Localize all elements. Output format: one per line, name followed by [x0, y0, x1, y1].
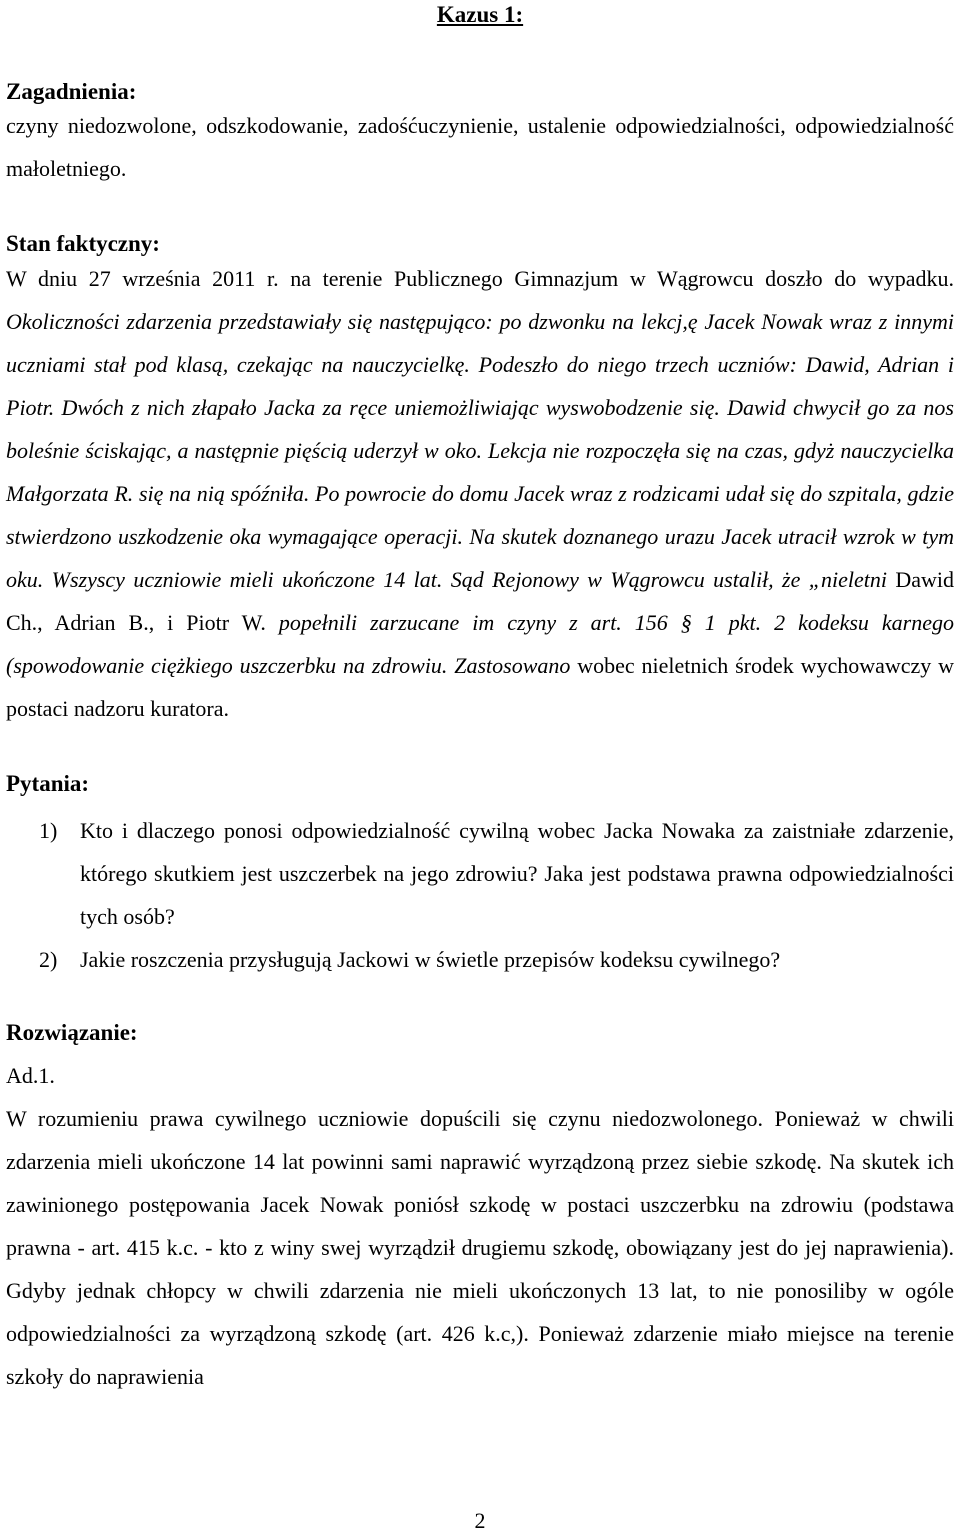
document-page: [6, 0, 954, 1398]
question-number: 2): [39, 947, 58, 972]
questions-heading: Pytania:: [6, 771, 90, 796]
facts-heading: Stan faktyczny:: [6, 231, 160, 256]
facts-paragraph: [6, 257, 954, 730]
facts-body-normal-2: wobec nieletnich środek wychowawczy w postaci nadzoru kuratora.: [6, 653, 955, 721]
facts-body-italic-2: popełnili zarzucane im czyny z art. 156 § 1 pkt. 2 kodeksu karnego (spowodowanie ciężkiego uszczerbku na zdrowiu. Zastosowano: [6, 610, 954, 678]
question-number: 1): [39, 818, 58, 843]
facts-body-italic: Okoliczności zdarzenia przedstawiały się następująco: po dzwonku na lekcj,ę Jacek Nowak wraz z innymi uczniami stał pod klasą, czekając na nauczycielkę. Podeszło do niego trzech uczniów: Dawid, Adrian i Piotr. Dwóch z nich złapało Jacka za ręce uniemożliwiając wyswobodzenie się. Dawid chwycił go za nos boleśnie ściskając, a następnie pięścią uderzył w oko. Lekcja nie rozpoczęła się na czas, gdyż nauczycielka Małgorzata R. się na nią spóźniła. Po powrocie do domu Jacek wraz z rodzicami udał się do szpitala, gdzie stwierdzono uszkodzenie oka wymagające operacji. Na skutek doznanego urazu Jacek utracił wzrok w tym oku. Wszyscy uczniowie mieli ukończone 14 lat. Sąd Rejonowy w Wągrowcu ustalił, że „nieletni: [6, 309, 954, 592]
solution-heading: Rozwiązanie:: [6, 1020, 138, 1045]
facts-body-normal-1: Dawid Ch., Adrian B., i Piotr W.: [6, 567, 954, 635]
questions-list: [6, 809, 954, 981]
question-text: Jakie roszczenia przysługują Jackowi w świetle przepisów kodeksu cywilnego?: [80, 947, 781, 972]
topics-text: czyny niedozwolone, odszkodowanie, zadośćuczynienie, ustalenie odpowiedzialności, odpowiedzialność małoletniego.: [6, 113, 954, 181]
case-title: Kazus 1:: [436, 2, 524, 27]
topics-heading: Zagadnienia:: [6, 79, 137, 104]
solution-subheading: Ad.1.: [6, 1063, 55, 1088]
page-number: 2: [474, 1508, 486, 1533]
question-item: [6, 938, 954, 981]
question-item: [6, 809, 954, 938]
question-text: Kto i dlaczego ponosi odpowiedzialność cywilną wobec Jacka Nowaka za zaistniałe zdarzenie, którego skutkiem jest uszczerbek na jego zdrowiu? Jaka jest podstawa prawna odpowiedzialności tych osób?: [80, 818, 954, 929]
solution-text: W rozumieniu prawa cywilnego uczniowie dopuścili się czynu niedozwolonego. Ponieważ w chwili zdarzenia mieli ukończone 14 lat powinni sami naprawić wyrządzoną przez siebie szkodę. Na skutek ich zawinionego postępowania Jacek Nowak poniósł szkodę w postaci uszczerbku na zdrowiu (podstawa prawna - art. 415 k.c. - kto z winy swej wyrządził drugiemu szkodę, obowiązany jest do jej naprawienia). Gdyby jednak chłopcy w chwili zdarzenia nie mieli ukończonych 13 lat, to nie ponosiliby w ogóle odpowiedzialności za wyrządzoną szkodę (art. 426 k.c,). Ponieważ zdarzenie miało miejsce na terenie szkoły do naprawienia: [6, 1106, 954, 1389]
facts-intro: W dniu 27 września 2011 r. na terenie Publicznego Gimnazjum w Wągrowcu doszło do wypadku.: [6, 266, 954, 291]
